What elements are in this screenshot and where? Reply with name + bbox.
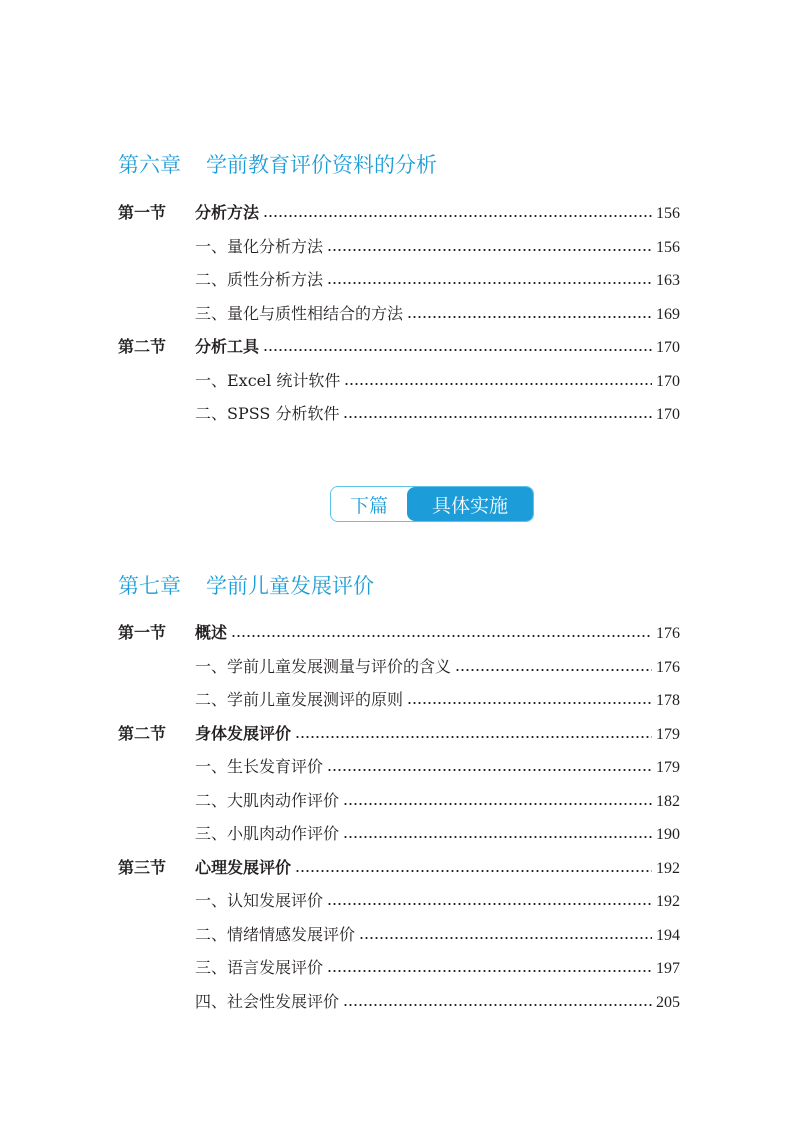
- page-number: 176: [656, 625, 680, 642]
- dot-leader: [327, 278, 652, 285]
- entry-title: 分析方法: [195, 203, 260, 222]
- page-number: 178: [656, 692, 680, 709]
- page-number: 170: [656, 372, 680, 390]
- toc-subsection-entry[interactable]: [195, 368, 680, 392]
- dot-leader: [343, 832, 652, 839]
- dot-leader: [359, 933, 652, 940]
- toc-subsection-entry[interactable]: [195, 301, 680, 325]
- dot-leader: [263, 345, 652, 352]
- page-number: 163: [656, 272, 680, 289]
- toc-subsection-entry[interactable]: [195, 922, 680, 946]
- toc-subsection-entry[interactable]: [195, 888, 680, 912]
- toc-subsection-entry[interactable]: [195, 955, 680, 979]
- dot-leader: [327, 899, 652, 906]
- section-number: 第一节: [118, 623, 167, 642]
- chapter-6-heading: [118, 149, 437, 179]
- dot-leader: [295, 866, 652, 873]
- entry-title: 一、Excel 统计软件: [195, 370, 341, 390]
- page-number: 205: [656, 993, 680, 1011]
- page-number: 179: [656, 759, 680, 776]
- toc-subsection-entry[interactable]: [195, 687, 680, 711]
- page-number: 156: [656, 238, 680, 256]
- page-number: 192: [656, 859, 680, 877]
- toc-subsection-entry[interactable]: [195, 821, 680, 845]
- toc-section-entry[interactable]: [118, 620, 680, 644]
- page-number: 170: [656, 339, 680, 356]
- chapter-title: 学前教育评价资料的分析: [206, 153, 437, 177]
- section-number: 第二节: [118, 723, 167, 743]
- entry-title: 二、大肌肉动作评价: [195, 790, 340, 810]
- page-number: 179: [656, 725, 680, 743]
- page-number: 192: [656, 893, 680, 910]
- page-number: 194: [656, 926, 680, 944]
- dot-leader: [343, 1000, 652, 1007]
- entry-title: 二、情绪情感发展评价: [195, 924, 356, 944]
- entry-title: 概述: [195, 623, 228, 642]
- dot-leader: [455, 665, 652, 672]
- entry-title: 一、量化分析方法: [195, 236, 324, 256]
- section-number: 第三节: [118, 857, 167, 877]
- page-number: 190: [656, 826, 680, 843]
- chapter-title: 学前儿童发展评价: [206, 574, 374, 598]
- entry-title: 二、质性分析方法: [195, 270, 324, 289]
- dot-leader: [327, 765, 652, 772]
- toc-subsection-entry[interactable]: [195, 401, 680, 425]
- toc-subsection-entry[interactable]: [195, 654, 680, 678]
- dot-leader: [407, 698, 652, 705]
- entry-title: 三、小肌肉动作评价: [195, 824, 340, 843]
- entry-title: 心理发展评价: [195, 857, 292, 877]
- entry-title: 三、语言发展评价: [195, 958, 324, 977]
- part-title: 具体实施: [407, 487, 533, 521]
- part-banner: [330, 486, 534, 522]
- entry-title: 一、生长发育评价: [195, 757, 324, 776]
- toc-section-entry[interactable]: [118, 334, 680, 358]
- part-label: 下篇: [331, 487, 407, 521]
- toc-subsection-entry[interactable]: [195, 267, 680, 291]
- entry-title: 四、社会性发展评价: [195, 991, 340, 1011]
- dot-leader: [344, 379, 652, 386]
- toc-subsection-entry[interactable]: [195, 989, 680, 1013]
- section-number: 第二节: [118, 337, 167, 356]
- entry-title: 一、学前儿童发展测量与评价的含义: [195, 656, 452, 676]
- entry-title: 一、认知发展评价: [195, 891, 324, 910]
- page-number: 156: [656, 205, 680, 222]
- entry-title: 三、量化与质性相结合的方法: [195, 303, 404, 323]
- toc-section-entry[interactable]: [118, 721, 680, 745]
- entry-title: 二、学前儿童发展测评的原则: [195, 690, 404, 709]
- dot-leader: [343, 412, 652, 419]
- entry-title: 二、SPSS 分析软件: [195, 404, 340, 423]
- dot-leader: [231, 631, 652, 638]
- page-number: 169: [656, 305, 680, 323]
- section-number: 第一节: [118, 203, 167, 222]
- toc-section-entry[interactable]: [118, 200, 680, 224]
- dot-leader: [263, 211, 652, 218]
- dot-leader: [295, 732, 652, 739]
- page-number: 197: [656, 960, 680, 977]
- chapter-7-heading: [118, 570, 374, 600]
- page-number: 170: [656, 406, 680, 423]
- entry-title: 身体发展评价: [195, 723, 292, 743]
- toc-subsection-entry[interactable]: [195, 788, 680, 812]
- entry-title: 分析工具: [195, 337, 260, 356]
- toc-section-entry[interactable]: [118, 855, 680, 879]
- dot-leader: [327, 245, 652, 252]
- chapter-number: 第七章: [118, 574, 181, 598]
- dot-leader: [327, 966, 652, 973]
- page-number: 176: [656, 658, 680, 676]
- toc-subsection-entry[interactable]: [195, 234, 680, 258]
- dot-leader: [343, 799, 652, 806]
- page-number: 182: [656, 792, 680, 810]
- dot-leader: [407, 312, 652, 319]
- chapter-number: 第六章: [118, 153, 181, 177]
- toc-subsection-entry[interactable]: [195, 754, 680, 778]
